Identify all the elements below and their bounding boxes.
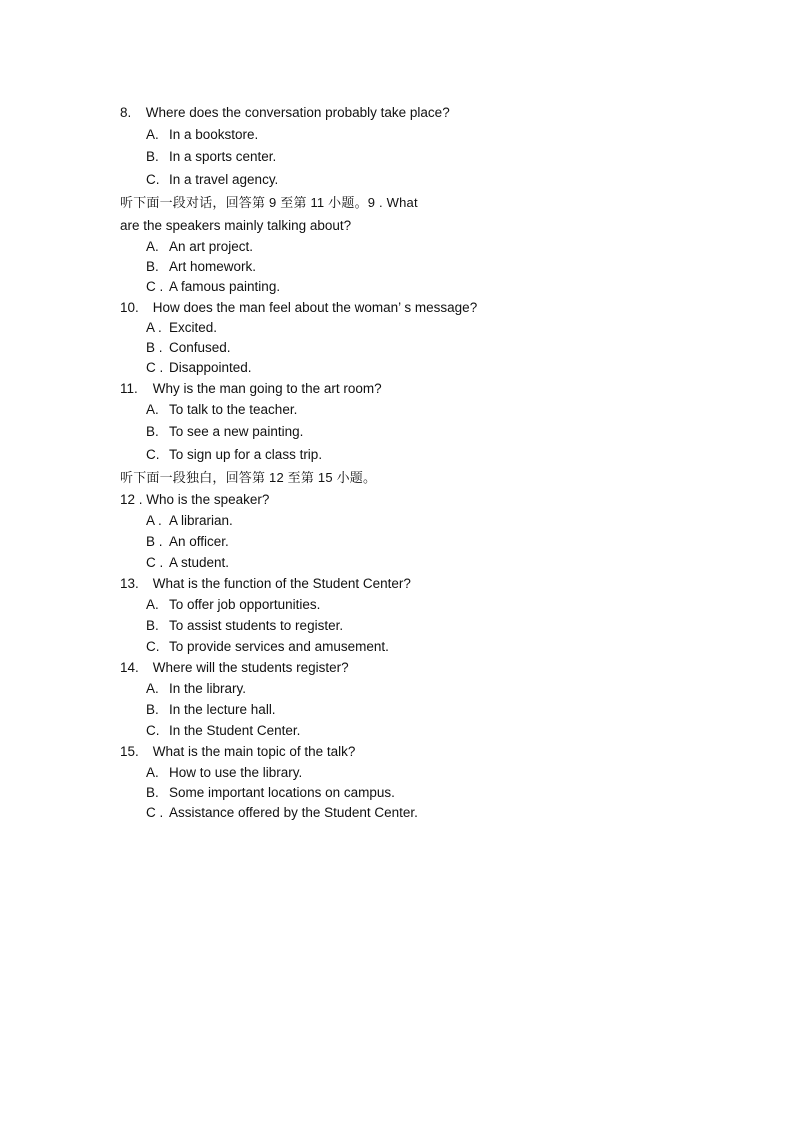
option-letter: B .	[146, 340, 163, 355]
option-letter: A .	[146, 513, 162, 528]
option-text: Assistance offered by the Student Center.	[169, 805, 418, 820]
option-text: A famous painting.	[169, 279, 281, 294]
option-c	[120, 168, 680, 191]
question-number: 14.	[120, 660, 139, 675]
option-letter: B.	[146, 149, 159, 164]
option-text: To assist students to register.	[169, 618, 344, 633]
question-number: 15.	[120, 744, 139, 759]
option-text: An art project.	[169, 239, 254, 254]
question-10	[120, 297, 680, 318]
option-text: A student.	[169, 555, 230, 570]
option-text: In the Student Center.	[169, 723, 301, 738]
option-letter: A.	[146, 402, 159, 417]
option-c	[120, 636, 680, 657]
option-letter: C.	[146, 639, 160, 654]
option-text: In a bookstore.	[169, 127, 259, 142]
question-text: What is the main topic of the talk?	[152, 744, 356, 759]
option-letter: A.	[146, 765, 159, 780]
option-letter: A.	[146, 597, 159, 612]
option-letter: B.	[146, 424, 159, 439]
question-number: 13.	[120, 576, 139, 591]
section-instruction-1: 听下面一段对话，回答第 9 至第 11 小题。9 . What	[120, 195, 418, 210]
option-b	[120, 145, 680, 168]
option-text: In a travel agency.	[169, 172, 279, 187]
option-text: Art homework.	[169, 259, 257, 274]
option-c	[120, 358, 680, 378]
question-11	[120, 378, 680, 399]
option-letter: C .	[146, 805, 164, 820]
option-b	[120, 615, 680, 636]
option-text: To talk to the teacher.	[169, 402, 298, 417]
option-text: An officer.	[169, 534, 229, 549]
question-9-text: are the speakers mainly talking about?	[120, 218, 352, 233]
option-letter: A.	[146, 239, 159, 254]
option-a	[120, 399, 680, 420]
option-c	[120, 803, 680, 823]
option-text: Confused.	[169, 340, 231, 355]
option-b	[120, 338, 680, 358]
section-instruction-2: 听下面一段独白，回答第 12 至第 15 小题。	[120, 470, 377, 485]
option-letter: B.	[146, 259, 159, 274]
question-13	[120, 573, 680, 594]
option-b	[120, 531, 680, 552]
option-text: How to use the library.	[169, 765, 303, 780]
question-text: Where does the conversation probably take place?	[145, 105, 450, 120]
option-b	[120, 257, 680, 277]
option-a	[120, 237, 680, 257]
question-text: Who is the speaker?	[146, 492, 270, 507]
option-c	[120, 443, 680, 466]
option-a	[120, 678, 680, 699]
option-letter: B.	[146, 618, 159, 633]
question-text: How does the man feel about the woman’ s message?	[152, 300, 478, 315]
option-text: In the lecture hall.	[169, 702, 276, 717]
question-number: 8.	[120, 105, 132, 120]
option-text: To offer job opportunities.	[169, 597, 321, 612]
option-letter: C .	[146, 555, 164, 570]
question-text: Why is the man going to the art room?	[152, 381, 382, 396]
question-number: 11.	[120, 381, 138, 396]
option-a	[120, 318, 680, 338]
option-text: To see a new painting.	[169, 424, 304, 439]
option-a	[120, 762, 680, 783]
option-letter: C .	[146, 360, 164, 375]
option-letter: A.	[146, 681, 159, 696]
option-text: To sign up for a class trip.	[169, 447, 323, 462]
option-letter: B.	[146, 785, 159, 800]
question-15	[120, 741, 680, 762]
question-number: 10.	[120, 300, 139, 315]
option-letter: A .	[146, 320, 162, 335]
option-text: A librarian.	[169, 513, 233, 528]
option-b	[120, 699, 680, 720]
option-a	[120, 124, 680, 145]
option-letter: C .	[146, 279, 164, 294]
option-letter: C.	[146, 447, 160, 462]
question-text: Where will the students register?	[152, 660, 349, 675]
option-letter: C.	[146, 172, 160, 187]
option-text: Disappointed.	[169, 360, 252, 375]
option-text: In the library.	[169, 681, 247, 696]
question-14	[120, 657, 680, 678]
option-b	[120, 420, 680, 443]
option-c	[120, 277, 680, 297]
exam-questions	[120, 101, 680, 823]
question-12	[120, 489, 680, 510]
question-text: What is the function of the Student Center?	[152, 576, 411, 591]
option-text: To provide services and amusement.	[169, 639, 389, 654]
option-letter: B .	[146, 534, 163, 549]
option-letter: A.	[146, 127, 159, 142]
option-a	[120, 594, 680, 615]
option-c	[120, 720, 680, 741]
option-letter: B.	[146, 702, 159, 717]
question-number: 12 .	[120, 492, 143, 507]
option-text: Some important locations on campus.	[169, 785, 395, 800]
option-text: Excited.	[169, 320, 218, 335]
option-b	[120, 783, 680, 803]
option-text: In a sports center.	[169, 149, 277, 164]
option-letter: C.	[146, 723, 160, 738]
option-c	[120, 552, 680, 573]
question-8	[120, 101, 680, 124]
option-a	[120, 510, 680, 531]
